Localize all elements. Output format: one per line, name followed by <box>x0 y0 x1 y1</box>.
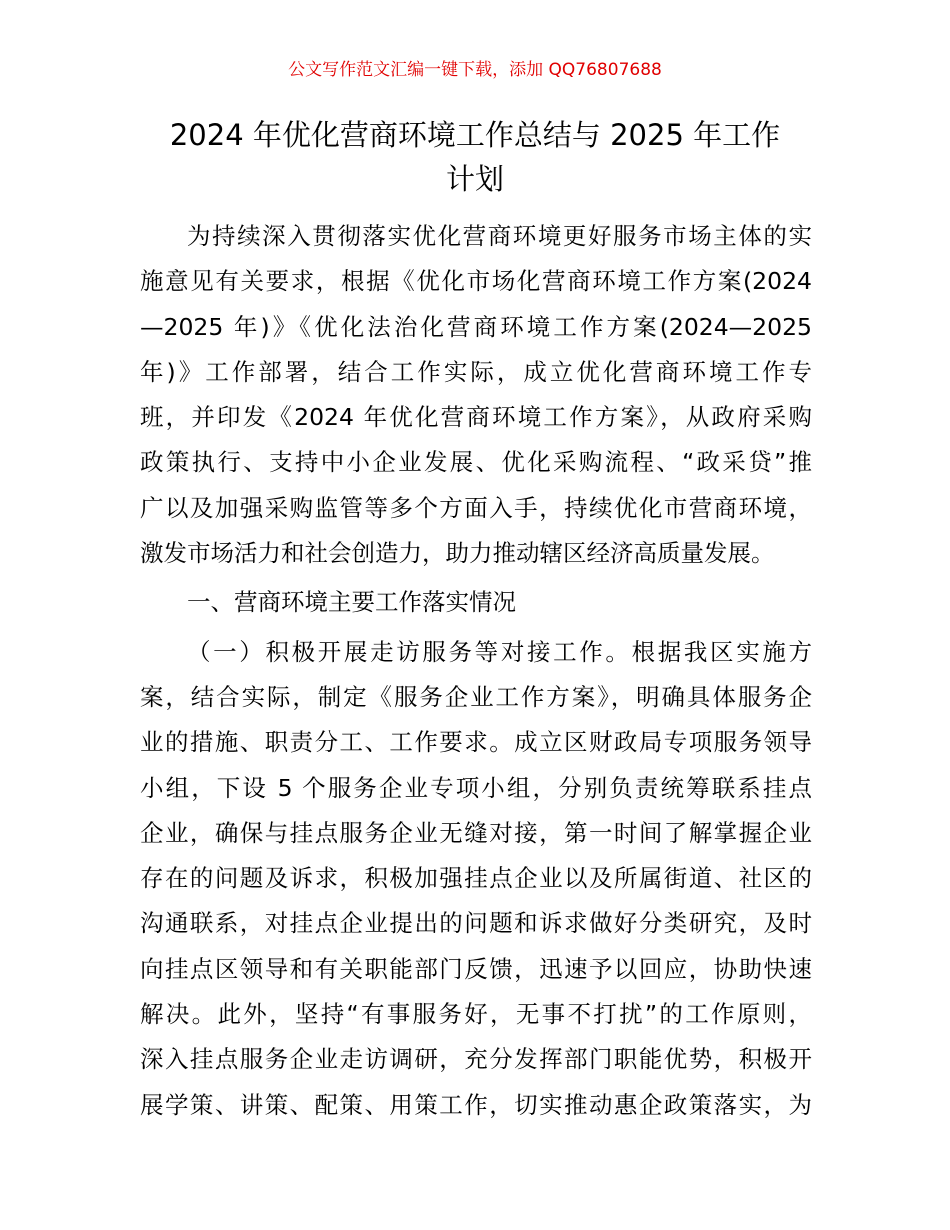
paragraph-line: 存在的问题及诉求，积极加强挂点企业以及所属街道、社区的 <box>140 864 812 893</box>
paragraph-line: 深入挂点服务企业走访调研，充分发挥部门职能优势，积极开 <box>140 1045 812 1074</box>
paragraph-line: 班，并印发《2024 年优化营商环境工作方案》，从政府采购 <box>140 403 812 432</box>
paragraph-line: 案，结合实际，制定《服务企业工作方案》，明确具体服务企 <box>140 682 812 711</box>
download-notice: 公文写作范文汇编一键下载，添加 QQ76807688 <box>288 60 662 80</box>
paragraph-line: —2025 年)》《优化法治化营商环境工作方案(2024—2025 <box>140 312 812 341</box>
title-line: 2024 年优化营商环境工作总结与 2025 年工作 <box>169 118 781 152</box>
title-line: 计划 <box>445 162 504 196</box>
paragraph-line: 小组，下设 5 个服务企业专项小组，分别负责统筹联系挂点 <box>140 773 812 802</box>
paragraph-line: 业的措施、职责分工、工作要求。成立区财政局专项服务领导 <box>140 728 812 757</box>
paragraph-line: 激发市场活力和社会创造力，助力推动辖区经济高质量发展。 <box>140 539 775 568</box>
paragraph-line: 年)》工作部署，结合工作实际，成立优化营商环境工作专 <box>140 357 812 386</box>
paragraph-line: 解决。此外，坚持“有事服务好，无事不打扰”的工作原则， <box>140 1000 812 1029</box>
paragraph-line: 广以及加强采购监管等多个方面入手，持续优化市营商环境， <box>140 493 812 522</box>
paragraph-line: （一）积极开展走访服务等对接工作。根据我区实施方 <box>187 637 812 666</box>
paragraph-line: 施意见有关要求，根据《优化市场化营商环境工作方案(2024 <box>140 267 812 296</box>
document-body <box>140 214 812 1128</box>
section-heading: 一、营商环境主要工作落实情况 <box>187 588 516 617</box>
paragraph-line: 为持续深入贯彻落实优化营商环境更好服务市场主体的实 <box>187 222 812 250</box>
paragraph-line: 向挂点区领导和有关职能部门反馈，迅速予以回应，协助快速 <box>140 954 812 983</box>
paragraph-line: 政策执行、支持中小企业发展、优化采购流程、“政采贷”推 <box>140 448 812 477</box>
paragraph-line: 沟通联系，对挂点企业提出的问题和诉求做好分类研究，及时 <box>140 909 812 938</box>
document-title <box>140 113 810 201</box>
paragraph-line: 企业，确保与挂点服务企业无缝对接，第一时间了解掌握企业 <box>140 818 812 847</box>
paragraph-line: 展学策、讲策、配策、用策工作，切实推动惠企政策落实，为 <box>140 1090 812 1119</box>
